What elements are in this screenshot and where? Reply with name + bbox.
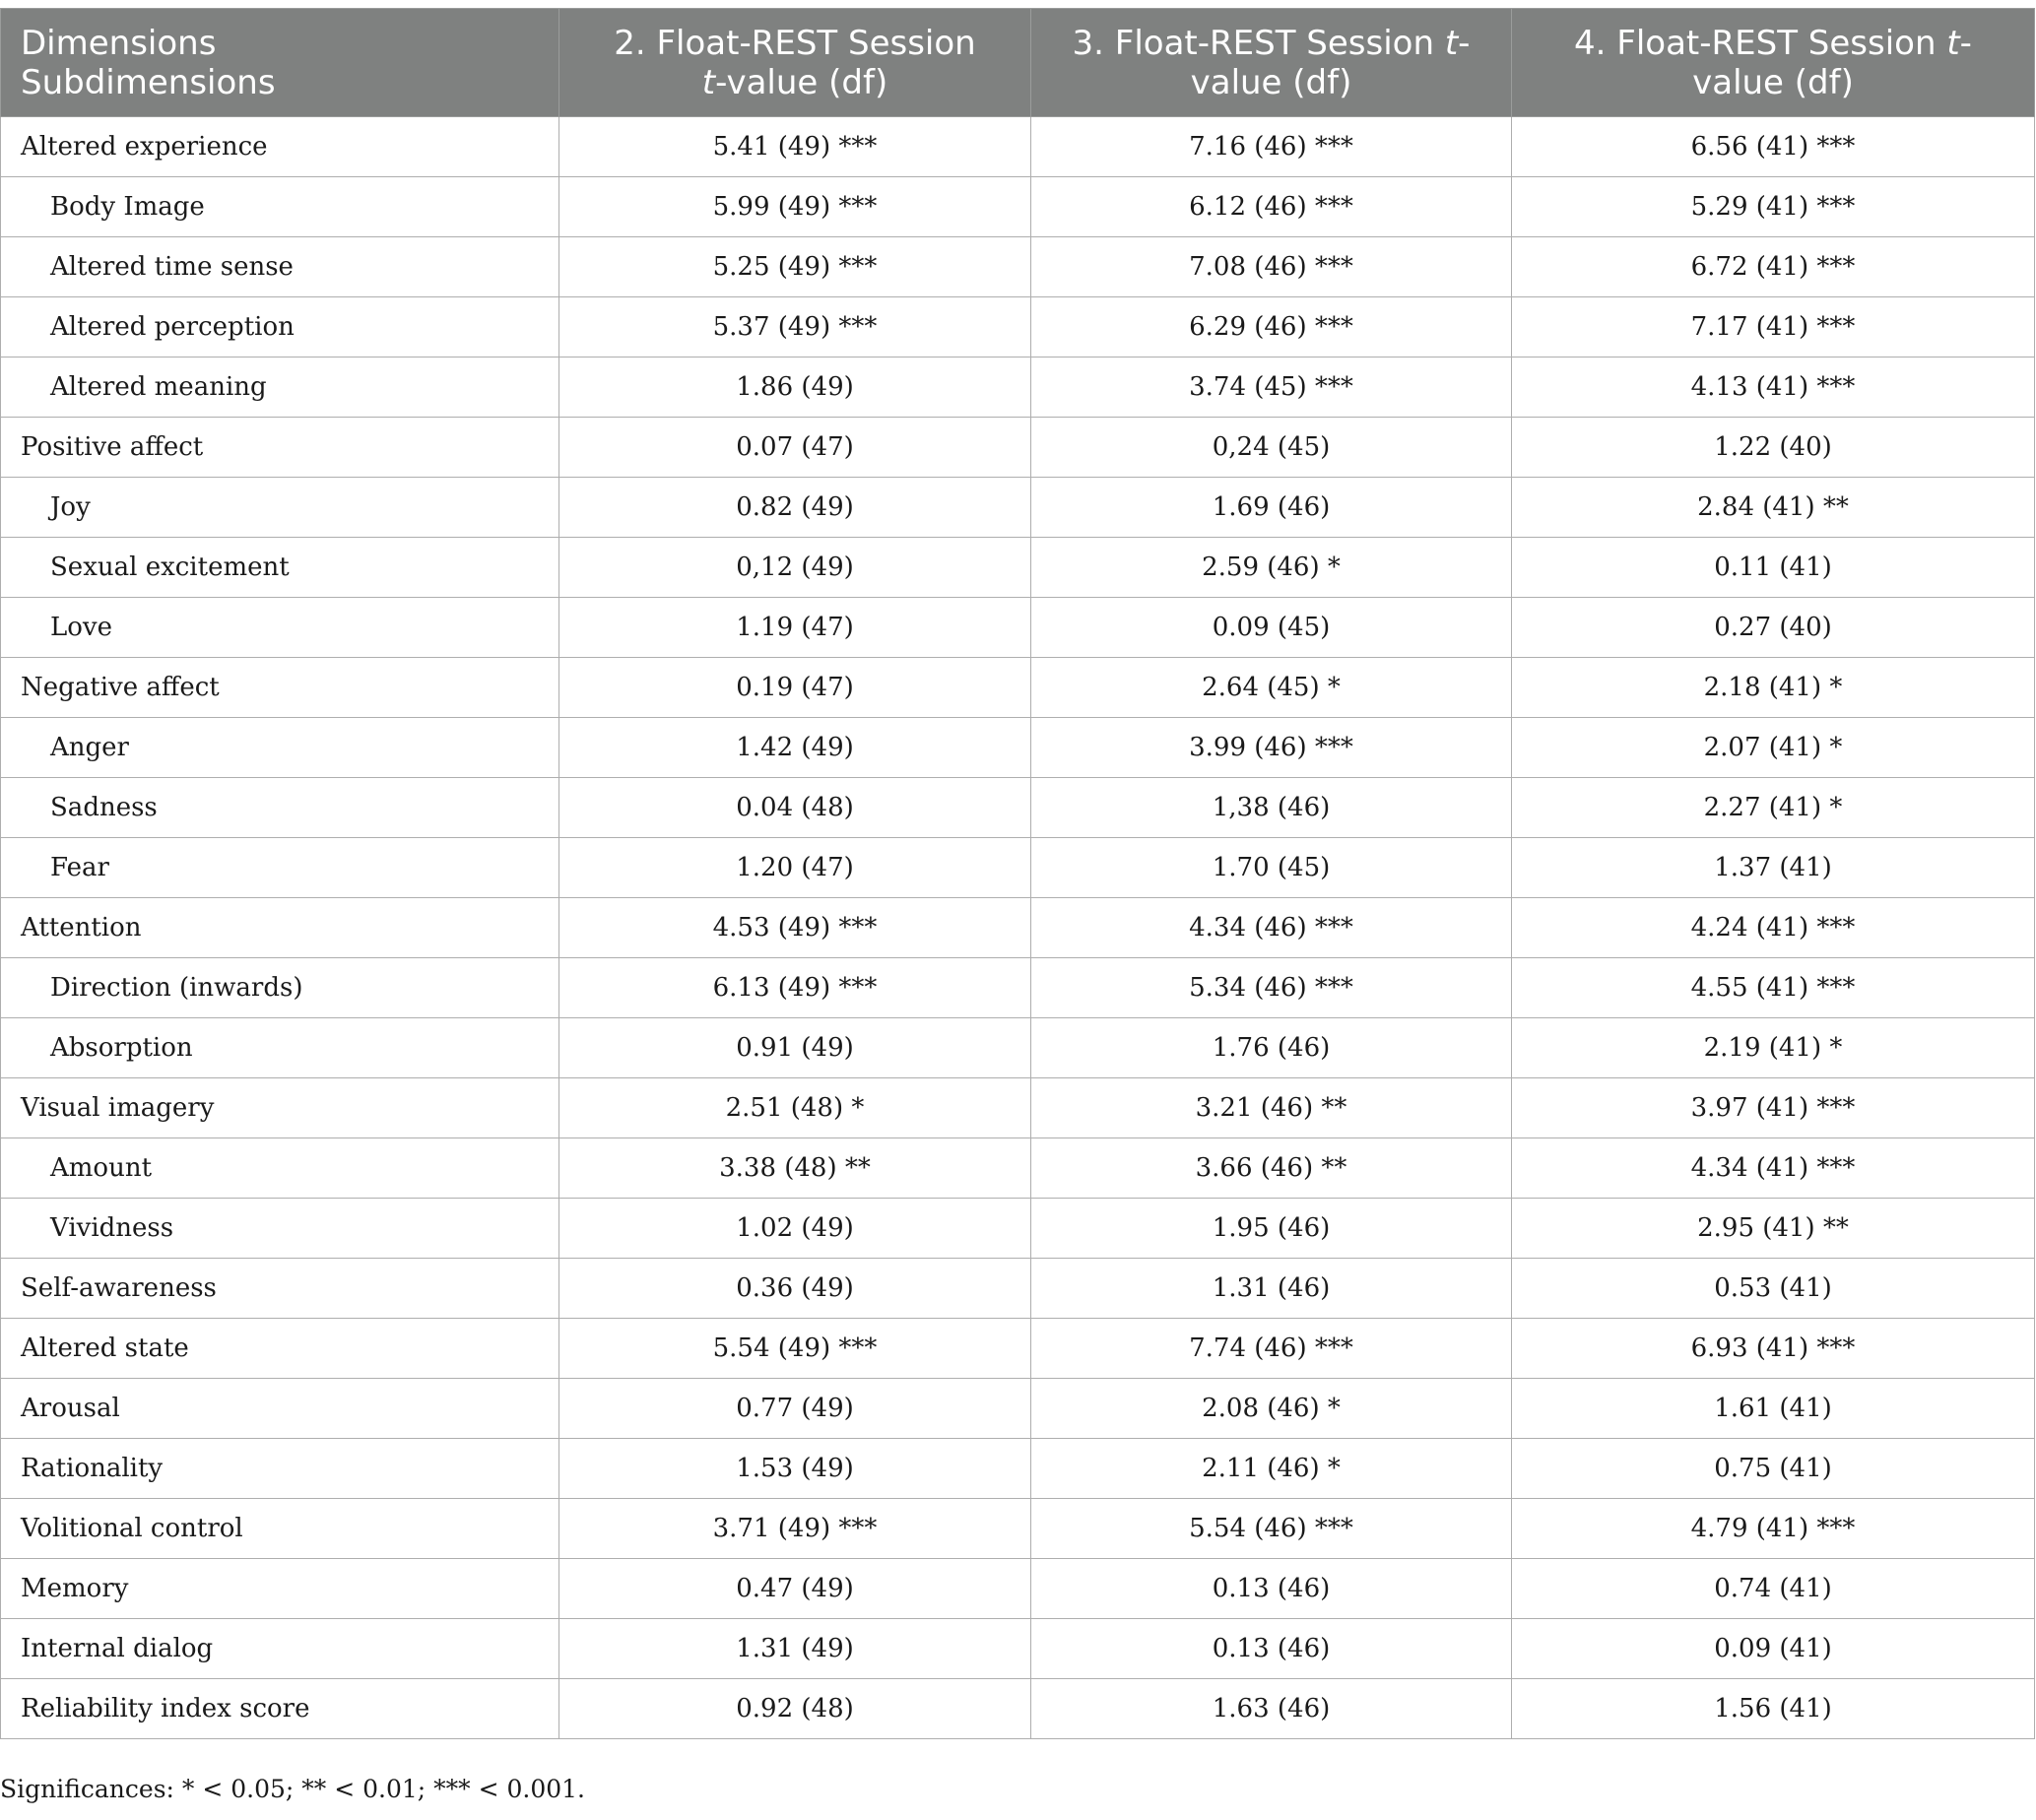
session-2-t-value: 5.37 (49) ***: [559, 297, 1031, 358]
table-row: [1, 1018, 2035, 1078]
subdimension-label: Amount: [1, 1138, 559, 1199]
table-row: [1, 658, 2035, 718]
session-3-t-value: 1.63 (46): [1031, 1679, 1512, 1739]
session-2-t-value: 2.51 (48) *: [559, 1078, 1031, 1138]
dimension-label: Internal dialog: [1, 1619, 559, 1679]
header-session-2-line1: 2. Float-REST Session: [614, 23, 976, 63]
session-2-t-value: 1.86 (49): [559, 358, 1031, 418]
results-table-container: [0, 8, 2034, 1739]
significance-footnote: Significances: * < 0.05; ** < 0.01; *** < 0.001.: [0, 1775, 586, 1803]
header-dimensions-line2: Subdimensions: [21, 62, 276, 102]
session-2-t-value: 0.47 (49): [559, 1559, 1031, 1619]
table-row: [1, 418, 2035, 478]
session-2-t-value: 1.19 (47): [559, 598, 1031, 658]
header-session-4-line2: value (df): [1692, 62, 1854, 102]
session-2-t-value: 5.25 (49) ***: [559, 237, 1031, 297]
session-3-t-value: 7.74 (46) ***: [1031, 1319, 1512, 1379]
table-row: [1, 297, 2035, 358]
header-session-2-t: t: [701, 62, 716, 102]
session-4-t-value: 2.27 (41) *: [1512, 778, 2035, 838]
header-session-4-b: -: [1959, 23, 1972, 63]
session-4-t-value: 0.09 (41): [1512, 1619, 2035, 1679]
header-session-2: [559, 9, 1031, 117]
session-3-t-value: 1.70 (45): [1031, 838, 1512, 898]
header-session-3-line1: [1049, 24, 1493, 63]
table-row: [1, 1078, 2035, 1138]
session-4-t-value: 0.74 (41): [1512, 1559, 2035, 1619]
session-3-t-value: 2.11 (46) *: [1031, 1439, 1512, 1499]
session-4-t-value: 4.34 (41) ***: [1512, 1138, 2035, 1199]
session-4-t-value: 3.97 (41) ***: [1512, 1078, 2035, 1138]
session-2-t-value: 0.04 (48): [559, 778, 1031, 838]
session-2-t-value: 0.36 (49): [559, 1259, 1031, 1319]
dimension-label: Visual imagery: [1, 1078, 559, 1138]
session-3-t-value: 3.99 (46) ***: [1031, 718, 1512, 778]
session-4-t-value: 4.55 (41) ***: [1512, 958, 2035, 1018]
session-3-t-value: 7.08 (46) ***: [1031, 237, 1512, 297]
session-4-t-value: 0.75 (41): [1512, 1439, 2035, 1499]
session-3-t-value: 7.16 (46) ***: [1031, 117, 1512, 177]
table-row: [1, 598, 2035, 658]
subdimension-label: Anger: [1, 718, 559, 778]
session-2-t-value: 0.82 (49): [559, 478, 1031, 538]
session-4-t-value: 0.53 (41): [1512, 1259, 2035, 1319]
header-session-3: [1031, 9, 1512, 117]
session-3-t-value: 1,38 (46): [1031, 778, 1512, 838]
header-session-3-a: 3. Float-REST Session: [1072, 23, 1445, 63]
session-3-t-value: 6.29 (46) ***: [1031, 297, 1512, 358]
subdimension-label: Vividness: [1, 1199, 559, 1259]
session-2-t-value: 0.19 (47): [559, 658, 1031, 718]
dimension-label: Attention: [1, 898, 559, 958]
dimension-label: Self-awareness: [1, 1259, 559, 1319]
table-row: [1, 1679, 2035, 1739]
subdimension-label: Altered meaning: [1, 358, 559, 418]
header-dimensions: [1, 9, 559, 117]
session-4-t-value: 4.24 (41) ***: [1512, 898, 2035, 958]
session-4-t-value: 0.11 (41): [1512, 538, 2035, 598]
session-2-t-value: 1.53 (49): [559, 1439, 1031, 1499]
dimension-label: Altered experience: [1, 117, 559, 177]
header-session-4: [1512, 9, 2035, 117]
subdimension-label: Love: [1, 598, 559, 658]
session-4-t-value: 2.19 (41) *: [1512, 1018, 2035, 1078]
session-2-t-value: 5.54 (49) ***: [559, 1319, 1031, 1379]
header-session-4-line1: [1530, 24, 2016, 63]
table-row: [1, 1559, 2035, 1619]
table-row: [1, 1439, 2035, 1499]
session-3-t-value: 2.08 (46) *: [1031, 1379, 1512, 1439]
subdimension-label: Fear: [1, 838, 559, 898]
header-dimensions-line1: Dimensions: [21, 23, 217, 63]
session-3-t-value: 1.95 (46): [1031, 1199, 1512, 1259]
session-4-t-value: 2.84 (41) **: [1512, 478, 2035, 538]
subdimension-label: Sexual excitement: [1, 538, 559, 598]
header-session-3-t: t: [1444, 23, 1459, 63]
subdimension-label: Altered perception: [1, 297, 559, 358]
session-4-t-value: 2.18 (41) *: [1512, 658, 2035, 718]
session-2-t-value: 0.77 (49): [559, 1379, 1031, 1439]
session-4-t-value: 1.61 (41): [1512, 1379, 2035, 1439]
session-2-t-value: 5.99 (49) ***: [559, 177, 1031, 237]
session-2-t-value: 1.31 (49): [559, 1619, 1031, 1679]
table-row: [1, 237, 2035, 297]
session-3-t-value: 3.21 (46) **: [1031, 1078, 1512, 1138]
table-row: [1, 1499, 2035, 1559]
session-3-t-value: 1.76 (46): [1031, 1018, 1512, 1078]
session-2-t-value: 5.41 (49) ***: [559, 117, 1031, 177]
session-4-t-value: 1.37 (41): [1512, 838, 2035, 898]
table-row: [1, 1199, 2035, 1259]
table-body: [1, 117, 2035, 1739]
session-2-t-value: 4.53 (49) ***: [559, 898, 1031, 958]
session-3-t-value: 3.74 (45) ***: [1031, 358, 1512, 418]
session-4-t-value: 1.56 (41): [1512, 1679, 2035, 1739]
session-4-t-value: 1.22 (40): [1512, 418, 2035, 478]
subdimension-label: Sadness: [1, 778, 559, 838]
table-row: [1, 177, 2035, 237]
session-3-t-value: 5.54 (46) ***: [1031, 1499, 1512, 1559]
header-session-3-b: -: [1458, 23, 1471, 63]
table-row: [1, 1259, 2035, 1319]
table-row: [1, 117, 2035, 177]
dimension-label: Arousal: [1, 1379, 559, 1439]
table-row: [1, 538, 2035, 598]
header-session-3-line2: value (df): [1190, 62, 1352, 102]
session-4-t-value: 6.56 (41) ***: [1512, 117, 2035, 177]
session-4-t-value: 4.13 (41) ***: [1512, 358, 2035, 418]
session-4-t-value: 0.27 (40): [1512, 598, 2035, 658]
subdimension-label: Direction (inwards): [1, 958, 559, 1018]
session-3-t-value: 2.64 (45) *: [1031, 658, 1512, 718]
dimension-label: Negative affect: [1, 658, 559, 718]
session-3-t-value: 5.34 (46) ***: [1031, 958, 1512, 1018]
session-2-t-value: 0.07 (47): [559, 418, 1031, 478]
session-2-t-value: 1.20 (47): [559, 838, 1031, 898]
dimension-label: Rationality: [1, 1439, 559, 1499]
session-3-t-value: 6.12 (46) ***: [1031, 177, 1512, 237]
session-3-t-value: 3.66 (46) **: [1031, 1138, 1512, 1199]
header-session-4-a: 4. Float-REST Session: [1574, 23, 1947, 63]
session-2-t-value: 1.42 (49): [559, 718, 1031, 778]
table-row: [1, 1138, 2035, 1199]
subdimension-label: Altered time sense: [1, 237, 559, 297]
session-2-t-value: 1.02 (49): [559, 1199, 1031, 1259]
table-row: [1, 1619, 2035, 1679]
table-row: [1, 958, 2035, 1018]
table-row: [1, 898, 2035, 958]
session-3-t-value: 0.13 (46): [1031, 1559, 1512, 1619]
dimension-label: Positive affect: [1, 418, 559, 478]
t-value-table: [0, 8, 2035, 1739]
dimension-label: Altered state: [1, 1319, 559, 1379]
table-row: [1, 1379, 2035, 1439]
session-4-t-value: 2.95 (41) **: [1512, 1199, 2035, 1259]
session-3-t-value: 1.31 (46): [1031, 1259, 1512, 1319]
header-session-4-t: t: [1946, 23, 1960, 63]
session-2-t-value: 3.38 (48) **: [559, 1138, 1031, 1199]
session-4-t-value: 4.79 (41) ***: [1512, 1499, 2035, 1559]
subdimension-label: Body Image: [1, 177, 559, 237]
dimension-label: Volitional control: [1, 1499, 559, 1559]
table-row: [1, 838, 2035, 898]
table-header: [1, 9, 2035, 117]
session-3-t-value: 1.69 (46): [1031, 478, 1512, 538]
session-3-t-value: 2.59 (46) *: [1031, 538, 1512, 598]
session-3-t-value: 0.09 (45): [1031, 598, 1512, 658]
subdimension-label: Joy: [1, 478, 559, 538]
header-session-2-line2: [577, 63, 1013, 102]
session-2-t-value: 3.71 (49) ***: [559, 1499, 1031, 1559]
session-4-t-value: 6.72 (41) ***: [1512, 237, 2035, 297]
session-2-t-value: 0.91 (49): [559, 1018, 1031, 1078]
table-row: [1, 1319, 2035, 1379]
session-3-t-value: 0.13 (46): [1031, 1619, 1512, 1679]
dimension-label: Memory: [1, 1559, 559, 1619]
session-4-t-value: 7.17 (41) ***: [1512, 297, 2035, 358]
dimension-label: Reliability index score: [1, 1679, 559, 1739]
session-2-t-value: 0,12 (49): [559, 538, 1031, 598]
session-4-t-value: 6.93 (41) ***: [1512, 1319, 2035, 1379]
session-2-t-value: 6.13 (49) ***: [559, 958, 1031, 1018]
session-3-t-value: 4.34 (46) ***: [1031, 898, 1512, 958]
table-row: [1, 778, 2035, 838]
header-session-2-rest: -value (df): [715, 62, 888, 102]
subdimension-label: Absorption: [1, 1018, 559, 1078]
session-2-t-value: 0.92 (48): [559, 1679, 1031, 1739]
session-3-t-value: 0,24 (45): [1031, 418, 1512, 478]
session-4-t-value: 5.29 (41) ***: [1512, 177, 2035, 237]
session-4-t-value: 2.07 (41) *: [1512, 718, 2035, 778]
table-row: [1, 478, 2035, 538]
table-row: [1, 358, 2035, 418]
header-row: [1, 9, 2035, 117]
table-row: [1, 718, 2035, 778]
